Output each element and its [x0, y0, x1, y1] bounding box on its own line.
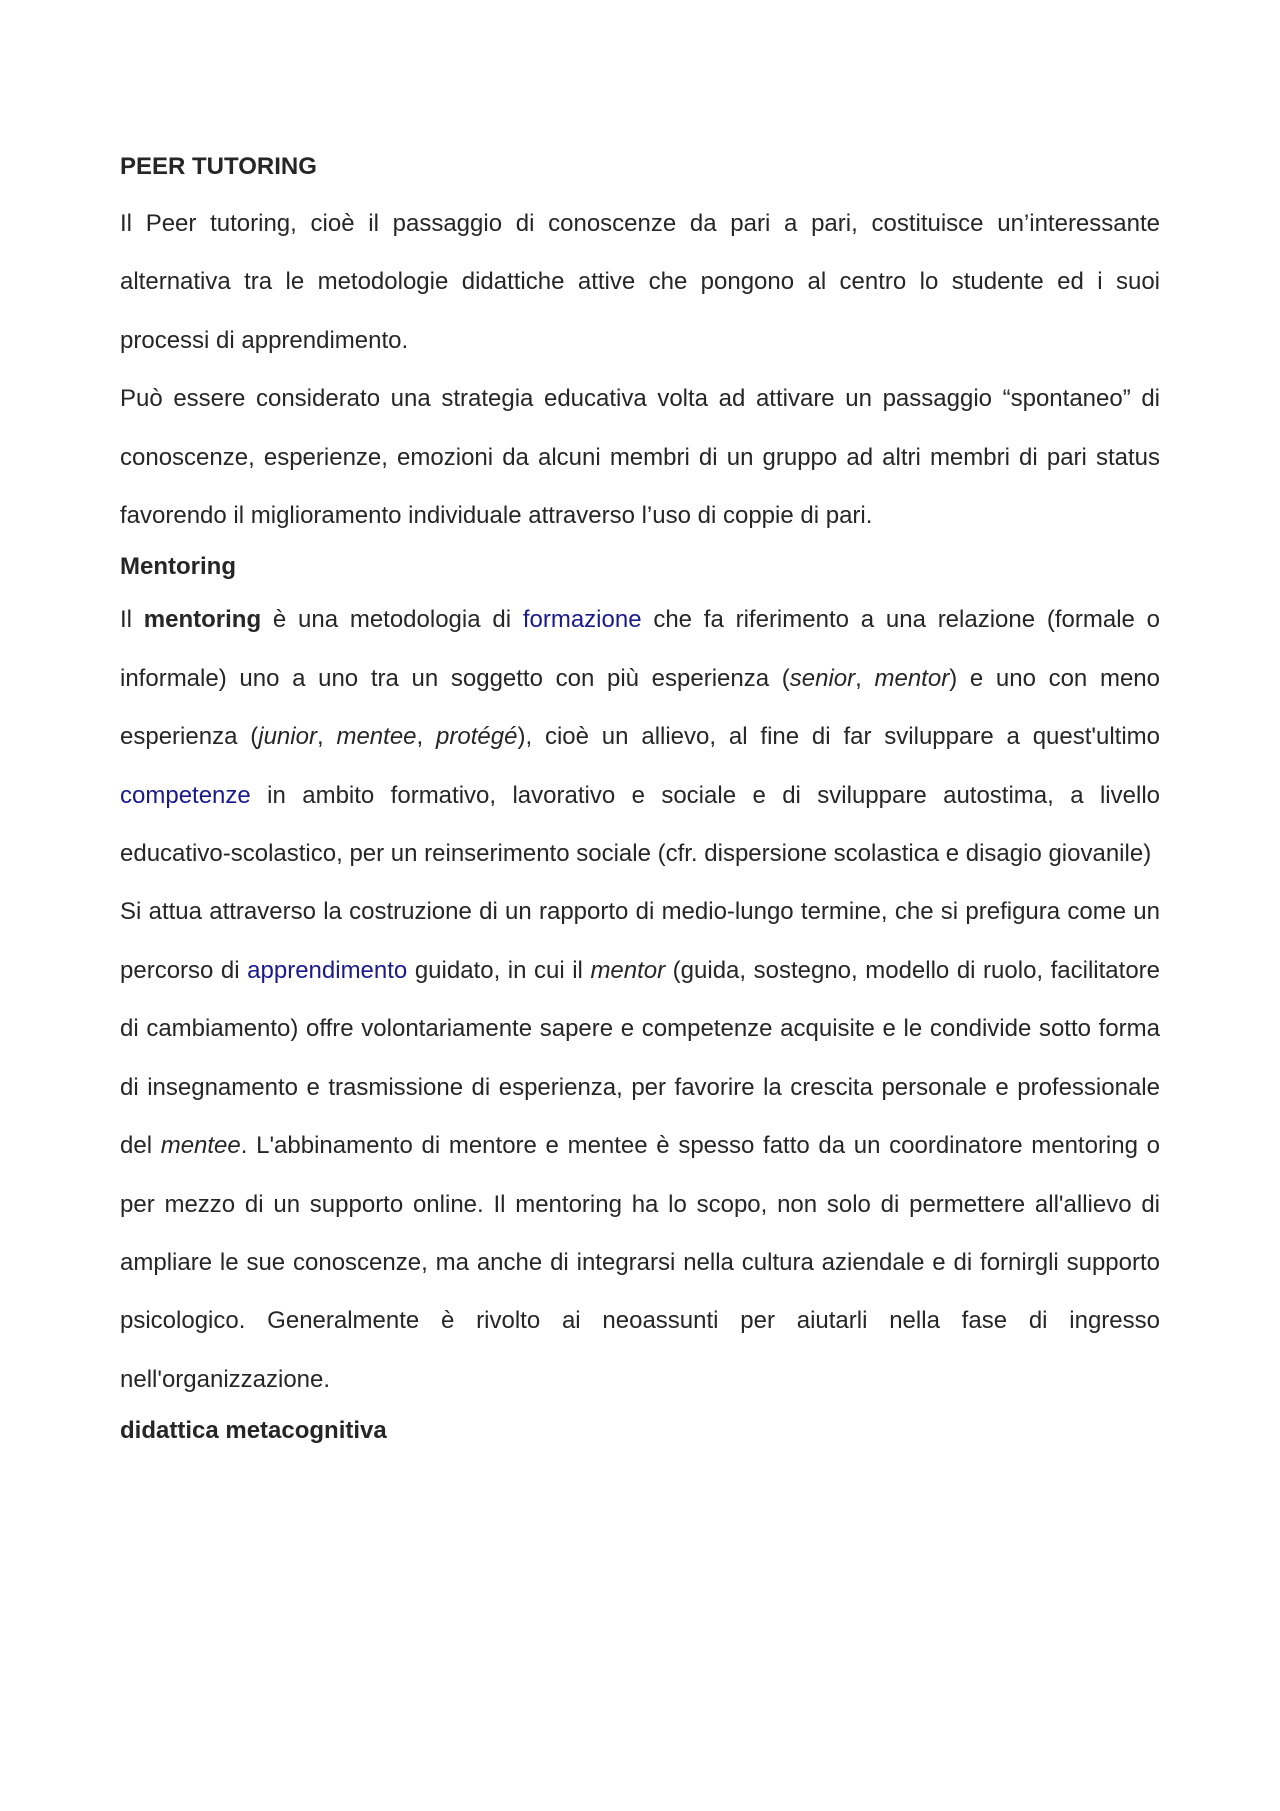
mentoring-paragraph-1 — [120, 591, 1160, 883]
document-page — [120, 147, 1160, 1455]
text-span: Si attua attraverso la costruzione di un rapporto di medio-lungo termine, che si prefigura come un percorso di — [120, 898, 1160, 984]
mentoring-heading: Mentoring — [120, 553, 236, 581]
peer-tutoring-paragraph-1: Il Peer tutoring, cioè il passaggio di conoscenze da pari a pari, costituisce un’interessante alternativa tra le metodologie didattiche attive che pongono al centro lo studente ed i suoi processi di apprendimento. — [120, 210, 1160, 354]
page-title: PEER TUTORING — [120, 153, 317, 180]
text-span: , — [855, 664, 875, 692]
link-competenze[interactable]: competenze — [120, 781, 251, 809]
text-span: è una metodologia di — [261, 606, 523, 634]
mentoring-paragraph-2 — [120, 883, 1160, 1409]
link-apprendimento[interactable]: apprendimento — [247, 956, 408, 984]
text-span: ) e uno con meno esperienza ( — [120, 664, 1160, 751]
peer-tutoring-paragraph-2: Può essere considerato una strategia educativa volta ad attivare un passaggio “spontaneo” di conoscenze, esperienze, emozioni da alcuni membri di un gruppo ad altri membri di pari status favorendo il miglioramento individuale attraverso l’uso di coppie di pari. — [120, 385, 1160, 530]
text-span: guidato, in cui il — [407, 956, 591, 984]
text-span: Il — [120, 606, 144, 634]
text-span: ), cioè un allievo, al fine di far sviluppare a quest'ultimo — [517, 723, 1161, 751]
italic-term: junior — [258, 723, 317, 751]
italic-term: mentee — [160, 1132, 241, 1160]
text-span: (guida, sostegno, modello di ruolo, facilitatore di cambiamento) offre volontariamente sapere e competenze acquisite e le condivide sotto forma di insegnamento e trasmissione di esperienza, per favorire la crescita personale e professionale del — [120, 956, 1161, 1160]
italic-term: mentee — [336, 723, 417, 751]
italic-term: senior — [789, 664, 856, 692]
italic-term: protégé — [436, 723, 518, 751]
italic-term: mentor — [874, 664, 950, 692]
text-span: , — [316, 723, 337, 751]
text-span: , — [416, 723, 437, 751]
italic-term: mentor — [590, 956, 666, 984]
bold-term: mentoring — [143, 606, 262, 634]
text-span: in ambito formativo, lavorativo e sociale e di sviluppare autostima, a livello educativo-scolastico, per un reinserimento sociale (cfr. dispersione scolastica e disagio giovanile) — [120, 781, 1160, 868]
link-formazione[interactable]: formazione — [522, 606, 642, 634]
text-span: . L'abbinamento di mentore e mentee è spesso fatto da un coordinatore mentoring o per mezzo di un supporto online. Il mentoring ha lo scopo, non solo di permettere all'allievo di ampliare le sue conoscenze, ma anche di integrarsi nella cultura aziendale e di fornirgli supporto psicologico. Generalmente è rivolto ai neoassunti per aiutarli nella fase di ingresso nell'organizzazione. — [120, 1132, 1160, 1393]
text-span: che fa riferimento a una relazione (formale o informale) uno a uno tra un soggetto con più esperienza ( — [120, 606, 1161, 692]
metacognitive-heading: didattica metacognitiva — [120, 1417, 387, 1445]
